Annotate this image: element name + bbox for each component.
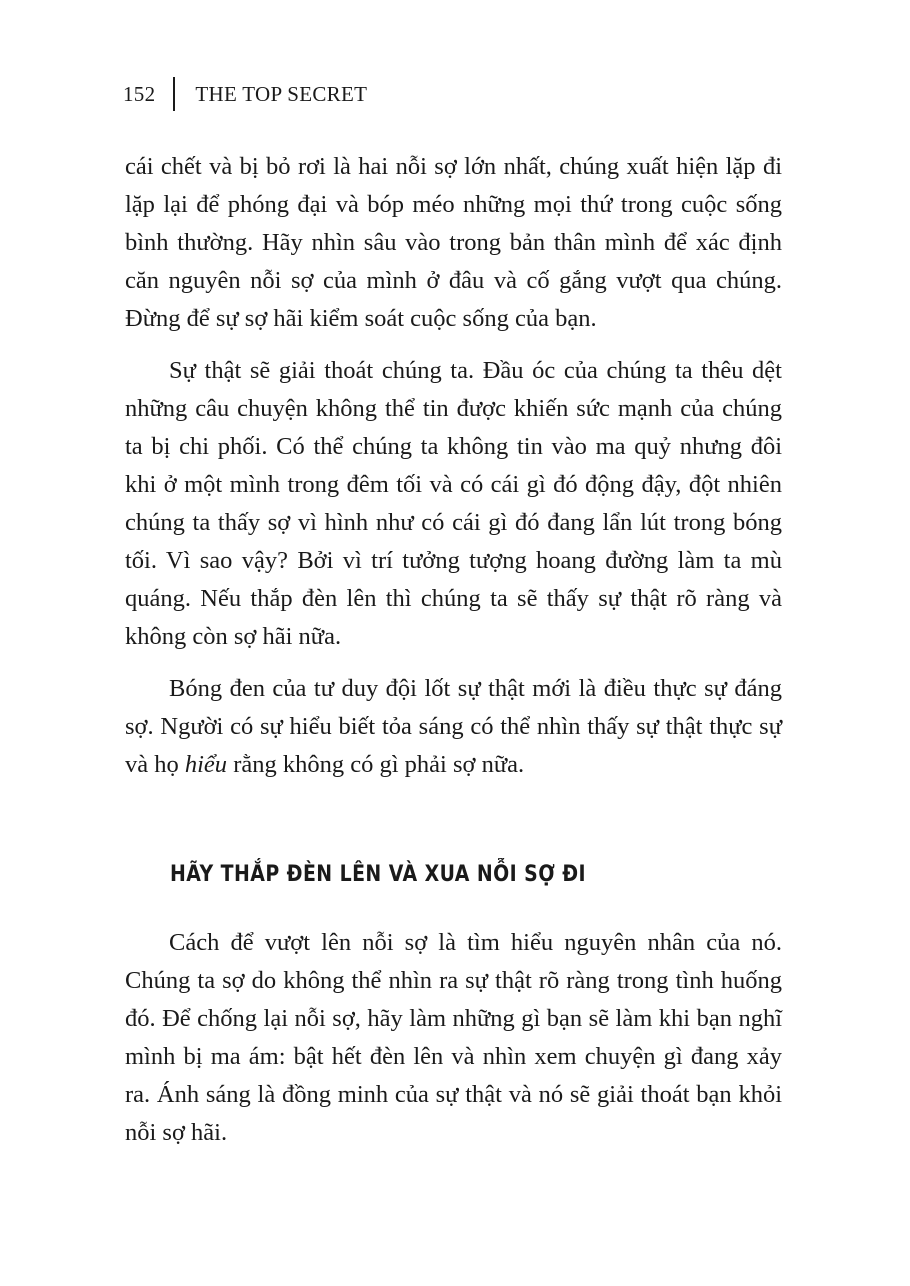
paragraph: Cách để vượt lên nỗi sợ là tìm hiểu nguyên nhân của nó. Chúng ta sợ do không thể nhìn ra sự thật rõ ràng trong tình huống đó. Để chống lại nỗi sợ, hãy làm những gì bạn sẽ làm khi bạn nghĩ mình bị ma ám: bật hết đèn lên và nhìn xem chuyện gì đang xảy ra. Ánh sáng là đồng minh của sự thật và nó sẽ giải thoát bạn khỏi nỗi sợ hãi. xyxy=(125,929,782,1146)
section-body xyxy=(125,924,782,1152)
section-heading: HÃY THẮP ĐÈN LÊN VÀ XUA NỖI SỢ ĐI xyxy=(170,862,586,887)
book-title: THE TOP SECRET xyxy=(195,81,368,106)
paragraph: Sự thật sẽ giải thoát chúng ta. Đầu óc của chúng ta thêu dệt những câu chuyện không thể tin được khiến sức mạnh của chúng ta bị chi phối. Có thể chúng ta không tin vào ma quỷ nhưng đôi khi ở một mình trong đêm tối và có cái gì đó động đậy, đột nhiên chúng ta thấy sợ vì hình như có cái gì đó đang lẩn lút trong bóng tối. Vì sao vậy? Bởi vì trí tưởng tượng hoang đường làm ta mù quáng. Nếu thắp đèn lên thì chúng ta sẽ thấy sự thật rõ ràng và không còn sợ hãi nữa. xyxy=(125,357,782,650)
header-divider xyxy=(173,77,175,111)
page-number: 152 xyxy=(123,81,156,106)
paragraph-text: Bóng đen của tư duy đội lốt sự thật mới là điều thực sự đáng sợ. Người có sự hiểu biết tỏa sáng có thể nhìn thấy sự thật thực sự và họ xyxy=(125,675,782,778)
paragraph-continued: cái chết và bị bỏ rơi là hai nỗi sợ lớn nhất, chúng xuất hiện lặp đi lặp lại để phóng đại và bóp méo những mọi thứ trong cuộc sống bình thường. Hãy nhìn sâu vào trong bản thân mình để xác định căn nguyên nỗi sợ của mình ở đâu và cố gắng vượt qua chúng. Đừng để sự sợ hãi kiểm soát cuộc sống của bạn. xyxy=(125,153,782,332)
paragraph-text: rằng không có gì phải sợ nữa. xyxy=(227,751,525,778)
body-text xyxy=(125,148,782,784)
paragraph xyxy=(125,670,782,784)
running-header xyxy=(123,76,367,112)
emphasized-word: hiểu xyxy=(184,751,228,778)
